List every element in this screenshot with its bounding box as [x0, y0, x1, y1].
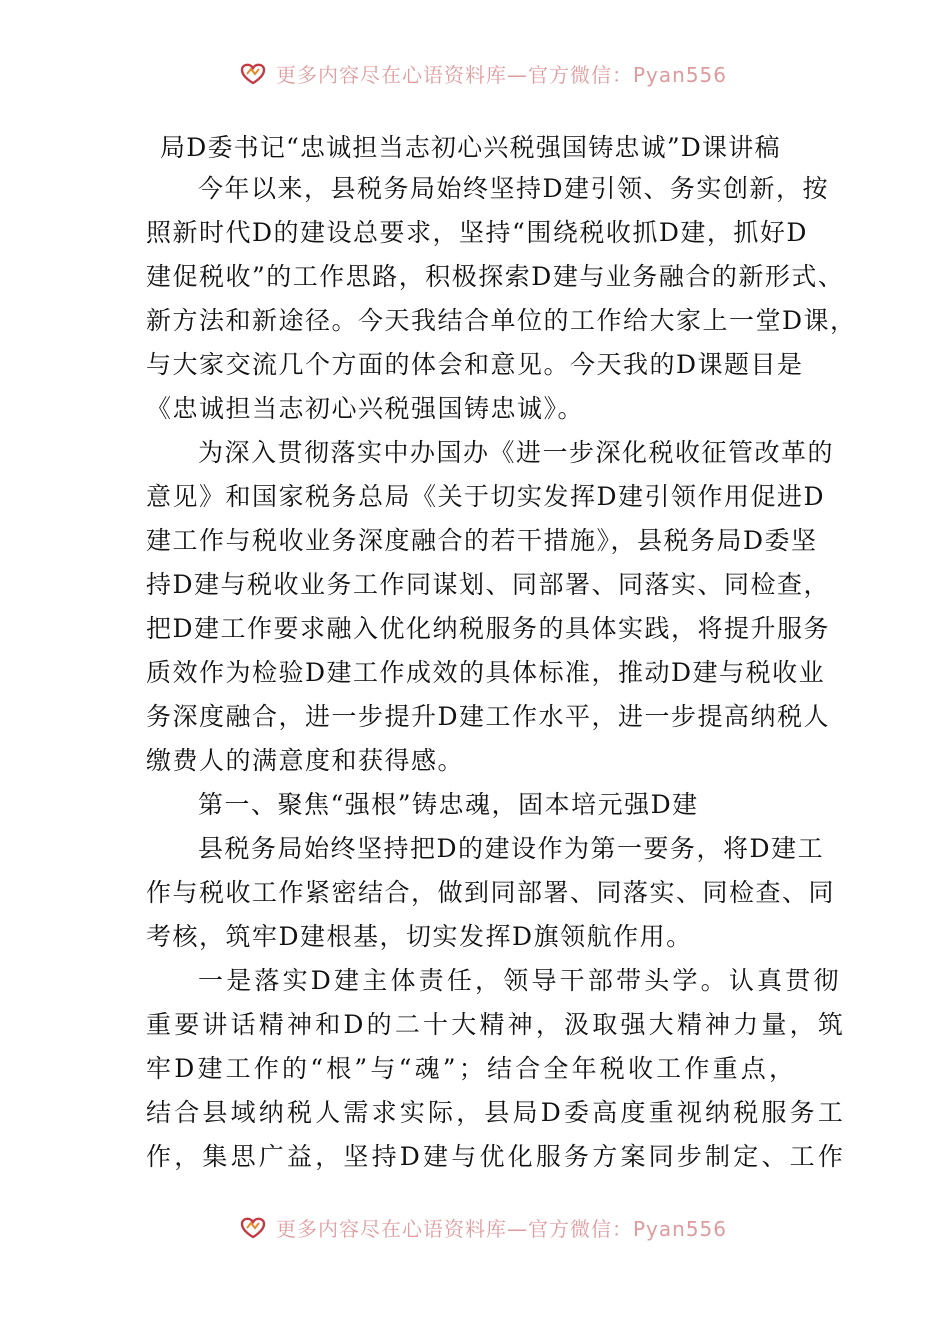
text-line: 为深入贯彻落实中办国办《进一步深化税收征管改革的: [198, 438, 835, 467]
brand-logo-icon: [238, 60, 268, 86]
text-line: 持D建与税收业务工作同谋划、同部署、同落实、同检查，: [146, 570, 831, 599]
section-heading: 第一、聚焦“强根”铸忠魂，固本培元强D建: [198, 790, 699, 819]
text-line: 与大家交流几个方面的体会和意见。今天我的D课题目是: [146, 350, 804, 379]
text-line: 作，集思广益，坚持D建与优化服务方案同步制定、工作: [146, 1142, 847, 1171]
text-line: 考核，筑牢D建根基，切实发挥D旗领航作用。: [146, 922, 693, 951]
watermark-text: 更多内容尽在心语资料库—官方微信：Pyan556: [276, 62, 728, 87]
text-line: 结合县域纳税人需求实际，县局D委高度重视纳税服务工: [146, 1098, 847, 1127]
text-line: 一是落实D建主体责任，领导干部带头学。认真贯彻: [198, 966, 842, 995]
watermark-banner-top: [0, 52, 950, 92]
text-line: 务深度融合，进一步提升D建工作水平，进一步提高纳税人: [146, 702, 831, 731]
text-line: 今年以来，县税务局始终坚持D建引领、务实创新，按: [198, 174, 830, 203]
brand-logo-icon: [238, 1214, 268, 1240]
text-line: 建促税收”的工作思路，积极探索D建与业务融合的新形式、: [146, 262, 845, 291]
text-line: 意见》和国家税务总局《关于切实发挥D建引领作用促进D: [146, 482, 826, 511]
text-line: 牢D建工作的“根”与“魂”；结合全年税收工作重点，: [146, 1054, 798, 1083]
text-line: 县税务局始终坚持把D的建设作为第一要务，将D建工: [198, 834, 825, 863]
text-line: 把D建工作要求融入优化纳税服务的具体实践，将提升服务: [146, 614, 831, 643]
text-line: 重要讲话精神和D的二十大精神，汲取强大精神力量，筑: [146, 1010, 847, 1039]
document-title: 局D委书记“忠诚担当志初心兴税强国铸忠诚”D课讲稿: [160, 133, 781, 162]
text-line: 新方法和新途径。今天我结合单位的工作给大家上一堂D课，: [146, 306, 857, 335]
text-line: 《忠诚担当志初心兴税强国铸忠诚》。: [146, 394, 585, 423]
text-line: 质效作为检验D建工作成效的具体标准，推动D建与税收业: [146, 658, 826, 687]
text-line: 缴费人的满意度和获得感。: [146, 746, 465, 775]
watermark-banner-bottom: [0, 1206, 950, 1246]
text-line: 照新时代D的建设总要求，坚持“围绕税收抓D建，抓好D: [146, 218, 808, 247]
watermark-text: 更多内容尽在心语资料库—官方微信：Pyan556: [276, 1216, 728, 1241]
text-line: 作与税收工作紧密结合，做到同部署、同落实、同检查、同: [146, 878, 836, 907]
text-line: 建工作与税收业务深度融合的若干措施》，县税务局D委坚: [146, 526, 818, 555]
